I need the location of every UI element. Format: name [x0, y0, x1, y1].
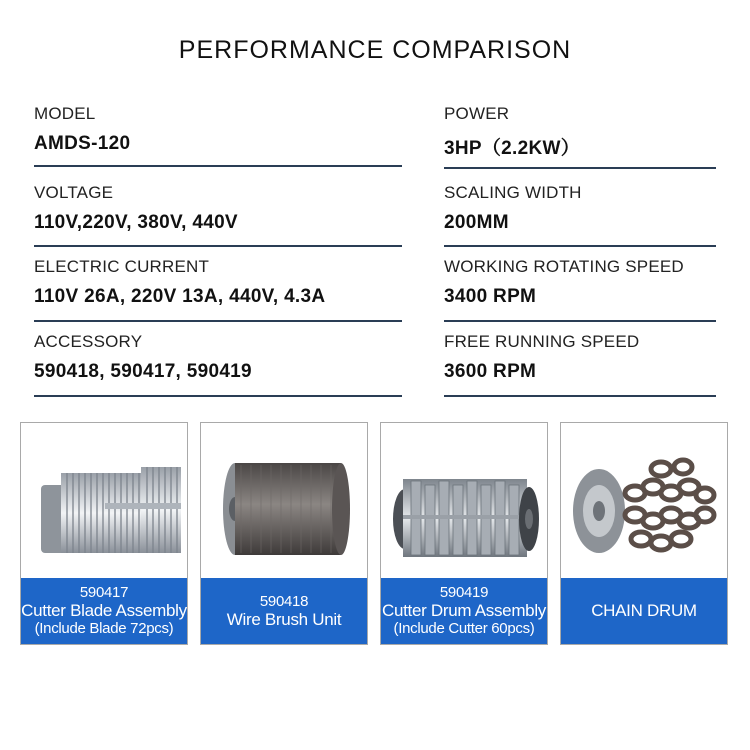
spec-value: AMDS-120 [34, 133, 131, 154]
spec-electric-current [34, 257, 402, 321]
spec-label: WORKING ROTATING SPEED [444, 257, 684, 276]
spec-label: MODEL [34, 104, 96, 123]
product-note: (Include Blade 72pcs) [34, 620, 174, 637]
spec-value: 200MM [444, 212, 509, 233]
product-code: 590419 [439, 584, 489, 601]
product-name: CHAIN DRUM [591, 601, 697, 620]
spec-value: 110V 26A, 220V 13A, 440V, 4.3A [34, 286, 326, 307]
cutter-blade-image [21, 423, 187, 579]
divider [34, 245, 402, 247]
spec-label: SCALING WIDTH [444, 183, 582, 202]
product-name: Wire Brush Unit [226, 610, 342, 629]
spec-accessory [34, 332, 402, 396]
product-card-cutter-blade [20, 422, 188, 645]
product-card-wire-brush [200, 422, 368, 645]
product-name: Cutter Drum Assembly [381, 601, 547, 620]
divider [444, 395, 716, 397]
cutter-drum-image [381, 423, 547, 579]
product-code: 590417 [79, 584, 129, 601]
spec-value: 3600 RPM [444, 361, 537, 382]
spec-value: 590418, 590417, 590419 [34, 361, 252, 382]
product-name: Cutter Blade Assembly [21, 601, 187, 620]
wire-brush-image [201, 423, 367, 579]
product-card-cutter-drum [380, 422, 548, 645]
spec-value: 3HP（2.2KW） [444, 138, 581, 159]
product-caption [21, 578, 187, 644]
spec-model [34, 104, 402, 166]
product-caption [201, 578, 367, 644]
spec-label: VOLTAGE [34, 183, 114, 202]
divider [34, 320, 402, 322]
spec-scaling-width [444, 183, 716, 246]
page-title: PERFORMANCE COMPARISON [178, 36, 572, 64]
divider [34, 165, 402, 167]
spec-label: POWER [444, 104, 510, 123]
product-note: (Include Cutter 60pcs) [393, 620, 535, 637]
spec-value: 3400 RPM [444, 286, 537, 307]
spec-free-running-speed [444, 332, 716, 396]
spec-label: ELECTRIC CURRENT [34, 257, 210, 276]
divider [34, 395, 402, 397]
product-code: 590418 [259, 593, 309, 610]
spec-value: 110V,220V, 380V, 440V [34, 212, 238, 233]
divider [444, 320, 716, 322]
chain-drum-image [561, 423, 727, 579]
spec-power [444, 104, 716, 168]
spec-working-speed [444, 257, 716, 321]
divider [444, 245, 716, 247]
product-caption [381, 578, 547, 644]
divider [444, 167, 716, 169]
product-card-chain-drum [560, 422, 728, 645]
product-caption [561, 578, 727, 644]
spec-voltage [34, 183, 402, 246]
spec-label: ACCESSORY [34, 332, 143, 351]
spec-label: FREE RUNNING SPEED [444, 332, 640, 351]
